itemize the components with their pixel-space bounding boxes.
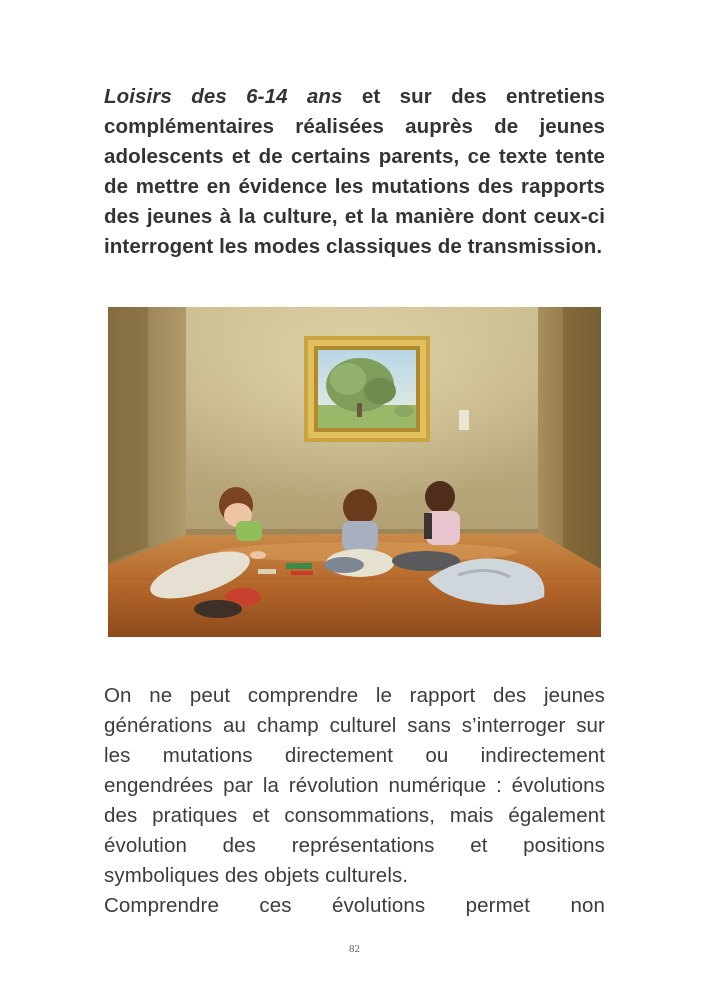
intro-paragraph-text: et sur des entretiens complémentaires réalisées auprès de jeunes adolescents et de certains parents, ce texte tente de mettre en évidence les mutations des rapports des jeunes à la culture, et la manière dont ceux-ci interrogent les modes classiques de transmission. — [104, 85, 605, 258]
survey-title: Loisirs des 6-14 ans — [104, 85, 343, 108]
body-paragraph-last-line: Comprendre ces évolutions permet non — [104, 894, 605, 917]
body-paragraph — [104, 681, 605, 921]
body-paragraph-text: On ne peut comprendre le rapport des jeunes générations au champ culturel sans s’interroger sur les mutations directement ou indirectement engendrées par la révolution numérique : évolutions des pratiques et consommations, mais également évolution des représentations et positions symboliques des objets culturels. — [104, 684, 605, 887]
intro-paragraph — [104, 82, 605, 262]
page-number: 82 — [349, 943, 360, 955]
museum-photo — [108, 307, 601, 637]
museum-children-painting-photo-icon — [108, 307, 601, 637]
